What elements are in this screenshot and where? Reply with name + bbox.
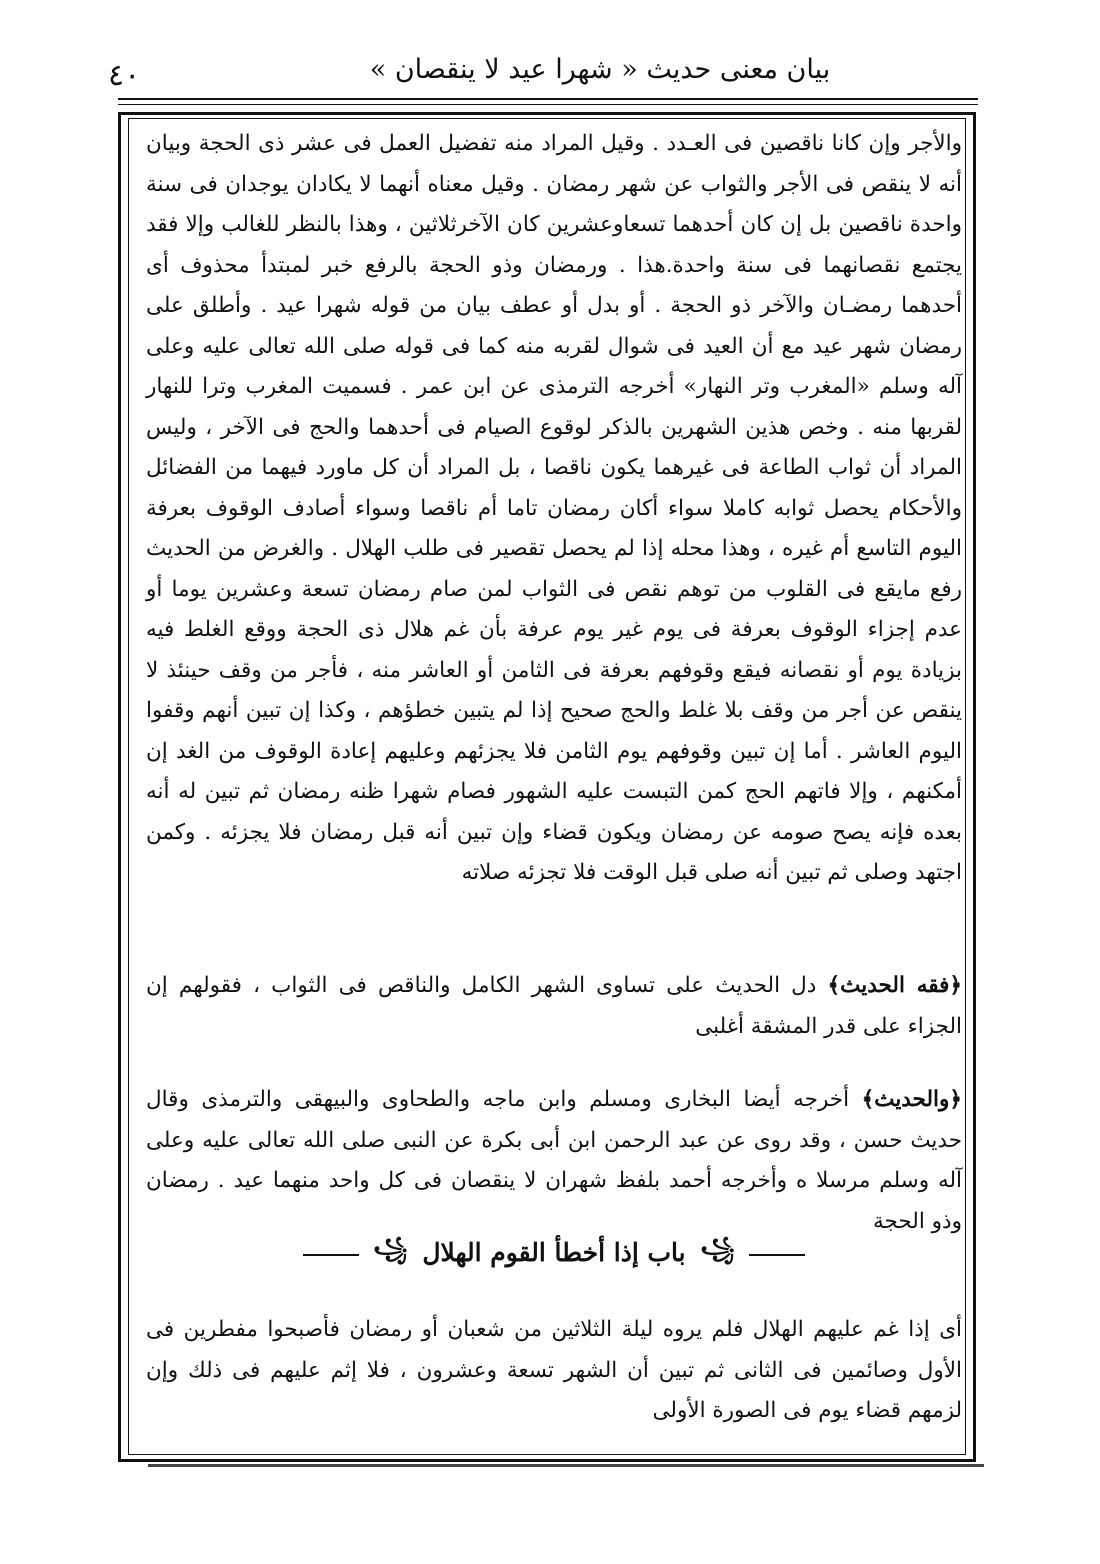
main-paragraph [146,124,962,894]
main-paragraph-text: والأجر وإن كانا ناقصين فى العـدد . وقيل المراد منه تفضيل العمل فى عشر ذى الحجة وبيان أنه لا ينقص فى الأجر والثواب عن شهر رمضان . وقيل معناه أنهما لا يكادان يوجدان فى سنة واحدة ناقصين بل إن كان أحدهما تسعاوعشرين كان الآخرثلاثين ، وهذا بالنظر للغالب وإلا فقد يجتمع نقصانهما فى سنة واحدة.هذا . ورمضان وذو الحجة بالرفع خبر لمبتدأ محذوف أى أحدهما رمضـان والآخر ذو الحجة . أو بدل أو عطف بيان من قوله شهرا عيد . وأطلق على رمضان شهر عيد مع أن العيد فى شوال لقربه منه كما فى قوله صلى الله تعالى عليه وعلى آله وسلم «المغرب وتر النهار» أخرجه الترمذى عن ابن عمر . فسميت المغرب وترا للنهار لقربها منه . وخص هذين الشهرين بالذكر لوقوع الصيام فى أحدهما والحج فى الآخر ، وليس المراد أن ثواب الطاعة فى غيرهما يكون ناقصا ، بل المراد أن كل ماورد فيهما من الفضائل والأحكام يحصل ثوابه كاملا سواء أكان رمضان تاما أم ناقصا وسواء أصادف الوقوف بعرفة اليوم التاسع أم غيره ، وهذا محله إذا لم يحصل تقصير فى طلب الهلال . والغرض من الحديث رفع مايقع فى القلوب من توهم نقص فى الثواب لمن صام رمضان تسعة وعشرين يوما أو عدم إجزاء الوقوف بعرفة فى يوم غير يوم عرفة بأن غم هلال ذى الحجة ووقع الغلط فيه بزيادة يوم أو نقصانه فيقع وقوفهم بعرفة فى الثامن أو العاشر منه ، فأجر من وقف حينئذ لا ينقص عن أجر من وقف بلا غلط والحج صحيح إذا لم يتبين خطؤهم ، وكذا إن تبين أنهم وقفوا اليوم العاشر . أما إن تبين وقوفهم يوم الثامن فلا يجزئهم وعليهم إعادة الوقوف من الغد إن أمكنهم ، وإلا فاتهم الحج كمن التبست عليه الشهور فصام شهرا ظنه رمضان ثم تبين له أنه بعده فإنه يصح صومه عن رمضان ويكون قضاء وإن تبين أنه قبل رمضان فلا يجزئه . وكمن اجتهد وصلى ثم تبين أنه صلى قبل الوقت فلا تجزئه صلاته [146,131,962,885]
page-frame-shadow [148,1464,984,1467]
chapter-paragraph [146,1310,962,1432]
heading-dash-right [749,1254,805,1256]
hadith-label: ﴿والحديث﴾ [861,1087,962,1112]
chapter-paragraph-text: أى إذا غم عليهم الهلال فلم يروه ليلة الثلاثين من شعبان أو رمضان فأصبحوا مفطرين فى الأول وصائمين فى الثانى ثم تبين أن الشهر تسعة وعشرون ، فلا إثم عليهم فى ذلك وإن لزمهم قضاء يوم فى الصورة الأولى [146,1317,962,1423]
fiqh-paragraph [146,966,962,1047]
fiqh-text: دل الحديث على تساوى الشهر الكامل والناقص فى الثواب ، فقولهم إن الجزاء على قدر المشقة أغلبى [146,973,962,1039]
header-rule [118,98,978,105]
ornament-icon: ꧁ [700,1236,735,1262]
hadith-paragraph [146,1080,962,1242]
chapter-heading-text: باب إذا أخطأ القوم الهلال [422,1238,686,1267]
running-title: بيان معنى حديث « شهرا عيد لا ينقصان » [369,54,831,85]
chapter-heading [146,1232,962,1282]
hadith-text: أخرجه أيضا البخارى ومسلم وابن ماجه والطحاوى والبيهقى والترمذى وقال حديث حسن ، وقد روى عن عبد الرحمن ابن أبى بكرة عن النبى صلى الله تعالى عليه وعلى آله وسلم مرسلا ه وأخرجه أحمد بلفظ شهران لا ينقصان فى كل واحد منهما عيد . رمضان وذو الحجة [146,1087,962,1234]
ornament-icon: ꧁ [373,1236,408,1262]
page-number: ٤٠ [108,58,141,93]
heading-dash-left [303,1254,359,1256]
fiqh-label: ﴿فقه الحديث﴾ [827,973,962,998]
